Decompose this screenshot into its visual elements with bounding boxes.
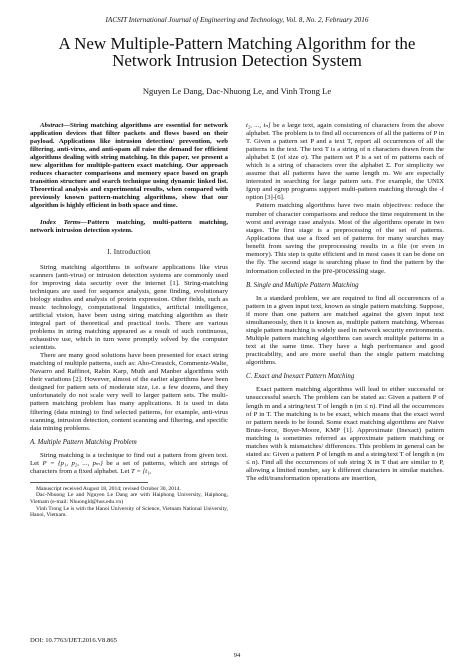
- title-line-2: Network Intrusion Detection System: [112, 51, 362, 70]
- index-terms: [30, 219, 228, 235]
- right-paragraph-1-text: be a large text, again consisting of characters from the above alphabet. The problem is to find all occurrences of all the patterns of P in T. Given a pattern set P and a text T, report all occurrences of all the patterns in the text. The text T is a string of n characters drawn from the alphabet Σ (of size σ). The pattern set P is a set of m patterns each of which is a string of characters over the alphabet Σ. For simplicity we assume that all patterns have the same length m. We are especially interested in searching for large pattern sets. For example, the UNIX fgrep and egrep programs support multi-pattern matching through the -f option [3]-[6].: [246, 122, 444, 202]
- footnote-received: Manuscript received August 18, 2014; revised October 30, 2014.: [36, 485, 181, 492]
- intro-paragraph-1: String matching algorithms in software applications like virus scanners (anti-virus) or intrusion detection systems are commonly used for improving data security over the internet [1]. String-matching techniques are used for sequence analysis, gene finding, evolutionary biology studies and analysis of protein expression. Other fields, such as music technology, computational linguistics, artificial intelligence, artificial vision, have been using string matching algorithm as their integral part of theoretical and practical tools. There are various problems in string matching appeared as a result of such continuous, exhaustive use, which in turn were promptly solved by the computer scientists.: [30, 263, 228, 352]
- right-paragraph-2: [246, 202, 444, 275]
- subsection-c-paragraph: Exact pattern matching algorithms will lead to either successful or unsuccessful search. The problem can be stated as: Given a pattern P of length m and a string/text T of length n (m ≤ n). Find all the occurrences of P in T. The matching is to be exact, which means that the exact word or pattern needs to be found. Some exact matching algorithms are Naive Brute-force, Boyer-Moore, KMP [1]. Approximate (Inexact) pattern matching is sometimes referred as approximate pattern matching or matches with k mismatches/ differences. This problem in general can be stated as: Given a pattern P of length m and a string/text T of length n (m ≤ n). Find all the occurrences of sub string X in T that are similar to P, allowing a limited number, say k different characters in similar matches. The edit/transformation operations are insertion,: [246, 386, 444, 482]
- author-list: Nguyen Le Dang, Dac-Nhuong Le, and Vinh Trong Le: [142, 86, 332, 96]
- journal-header: IACSIT International Journal of Engineering and Technology, Vol. 8, No. 2, February 2016: [105, 16, 369, 24]
- text-math: T = [t₁,: [131, 467, 152, 475]
- index-terms-label: Index Terms: [40, 218, 81, 226]
- subsection-a-text-2: be a set of patterns, which are strings of characters from a fixed alphabet. Let: [30, 459, 228, 475]
- abstract-label: Abstract: [40, 122, 64, 129]
- right-paragraph-1: [246, 122, 444, 202]
- footnote-affiliation-2: Vinh Trong Le is with the Hanoi University of Science, Vietnam National University, Hanoi, Vietnam.: [30, 505, 228, 519]
- abstract: [30, 122, 228, 211]
- right-paragraph-2-end: stage.: [368, 267, 386, 275]
- right-column: [246, 122, 444, 519]
- paper-title: [30, 35, 444, 69]
- subsection-heading-b: B. Single and Multiple Pattern Matching: [246, 281, 359, 289]
- page-number: 94: [233, 652, 241, 659]
- footnote-affiliation-1: Dac-Nhuong Le and Nguyen Le Dang are with Haiphong University, Haiphong, Vietnam (e-mail: Nhuongld@hus.edu.vn): [30, 492, 228, 506]
- section-heading-introduction: I. Introduction: [107, 247, 151, 256]
- subsection-a-paragraph: [30, 452, 228, 476]
- preprocessing-word: pre-processing: [322, 265, 369, 275]
- pattern-set-math: P = {p₁, p₂, ..., pₘ}: [42, 459, 103, 467]
- index-terms-text: —Pattern matching, multi-pattern matching, network intrusion detection system.: [30, 218, 228, 234]
- title-line-1: A New Multiple-Pattern Matching Algorithm for the: [58, 34, 416, 53]
- subsection-b-paragraph: In a standard problem, we are required to find all occurrences of a pattern in a given input text, known as single pattern matching. Suppose, if more than one pattern are matched against the given input text simultaneously, then it is known as, multiple pattern matching. Whereas single pattern matching is widely used in network security environments. Multiple pattern matching algorithms can search multiple patterns in a text at the same time. They have a high performance and good practicability, and are more useful than the single pattern matching algorithms.: [246, 294, 444, 367]
- subsection-heading-c: C. Exact and Inexact Pattern Matching: [246, 373, 355, 381]
- text-continuation-math: t₂, ..., tₙ]: [246, 122, 271, 129]
- doi-footer: DOI: 10.7763/IJET.2016.V8.865: [30, 637, 117, 644]
- two-column-body: [30, 122, 444, 519]
- abstract-text: —String matching algorithms are essential for network application devices that filter packets and flows based on their payload. Applications like intrusion detection/ prevention, web filtering, anti-virus, and anti-spam all raise the demand for efficient algorithms dealing with string matching. In this paper, we present a new algorithm for multiple-pattern exact matching. Our approach reduces character comparisons and memory space based on graph transition structure and search technique using dynamic linked list. Theoretical analysis and experimental results, when compared with previously known pattern-matching algorithms, show that our algorithm is highly efficient in both space and time.: [30, 122, 228, 210]
- subsection-heading-a: A. Multiple Pattern Matching Problem: [30, 438, 137, 446]
- subsection-a-text-1: String matching is a technique to find out a pattern from given text. Let: [30, 451, 228, 467]
- left-column: [30, 122, 228, 519]
- right-paragraph-2-text: Pattern matching algorithms have two main objectives: reduce the number of character comparisons and reduce the time requirement in the worst and average case analysis. Most of the algorithms operate in two stages. The first stage is a preprocessing of the set of patterns. Applications that use a fixed set of patterns for many searches may benefit from saving the preprocessing results in a file (or even in memory). This step is quite efficient and in most cases it can be done on the fly. The second stage is searching phase to find the pattern by the information collected in the: [246, 202, 444, 275]
- intro-paragraph-2: There are many good solutions have been presented for exact string matching of multiple patterns, such as: Aho-Corasick, Commentz-Walte, Navarro and Raffinot, Rabin Karp, Muth and Manber algorithms with their variations [2]. However, almost of the earlier algorithms have been designed for pattern sets of moderate size, i.e. a few dozens, and they unfortunately do not scale very well to larger pattern sets. The multi-pattern matching problem has many applications. It is used in data filtering (data mining) to find selected patterns, for example, anti-virus scanning, intrusion detection, content scanning and filtering, and specific data mining problems.: [30, 352, 228, 432]
